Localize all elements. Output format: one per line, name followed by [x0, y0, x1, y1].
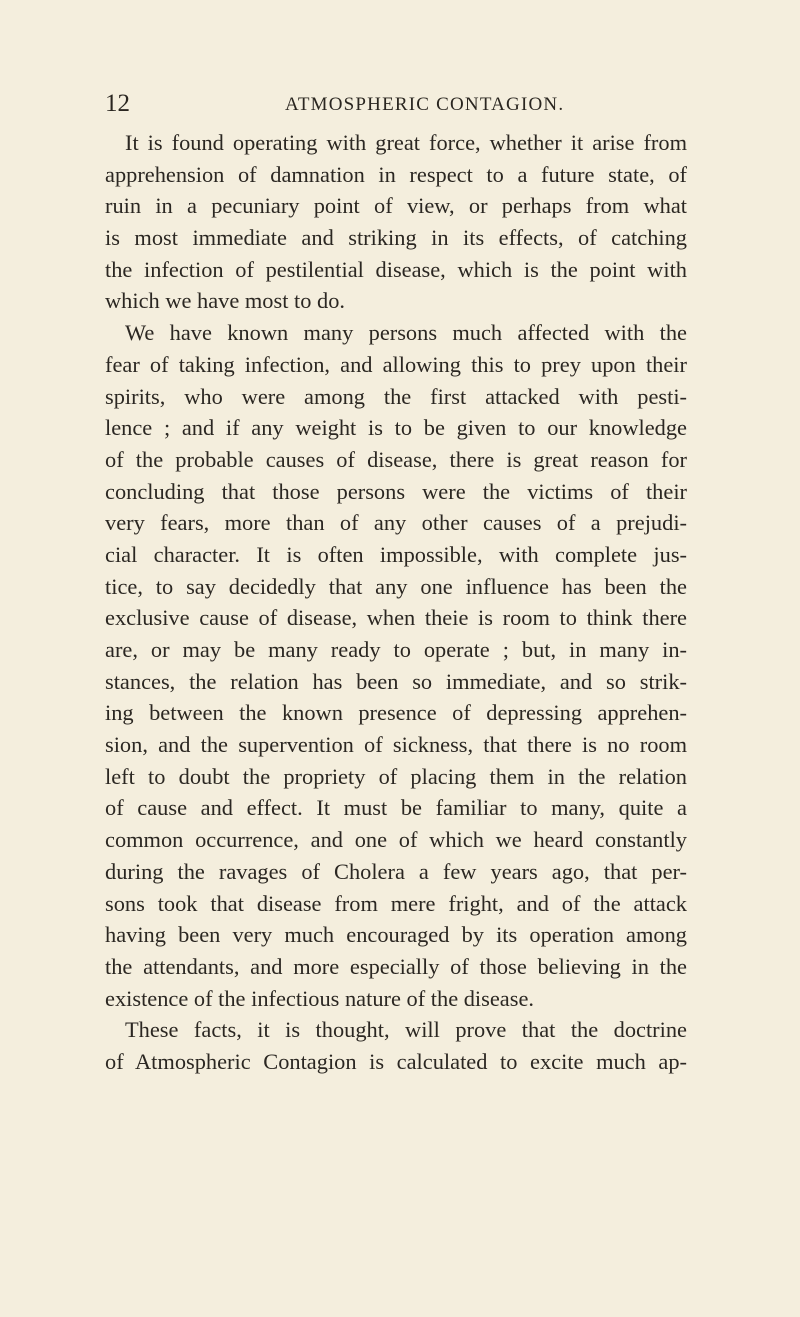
text-line: left to doubt the propriety of placing them in the relation	[105, 763, 687, 789]
text-line: cial character. It is often impossible, with complete jus-	[105, 541, 687, 567]
text-line: is most immediate and striking in its effects, of catching	[105, 225, 687, 251]
text-line: common occurrence, and one of which we heard constantly	[105, 827, 687, 853]
text-line: We have known many persons much affected with the	[125, 320, 687, 346]
text-line: very fears, more than of any other causes of a prejudi-	[105, 510, 687, 536]
text-line: of cause and effect. It must be familiar to many, quite a	[105, 795, 687, 821]
text-line: the infection of pestilential disease, which is the point with	[105, 256, 687, 282]
text-line: lence ; and if any weight is to be given to our knowledge	[105, 415, 687, 441]
text-line: during the ravages of Cholera a few years ago, that per-	[105, 858, 687, 884]
running-head: ATMOSPHERIC CONTAGION.	[285, 94, 565, 115]
text-line: tice, to say decidedly that any one influence has been the	[105, 573, 687, 599]
text-line: sion, and the supervention of sickness, that there is no room	[105, 732, 687, 758]
body-text	[105, 127, 687, 1078]
paragraph	[105, 127, 687, 317]
text-line: having been very much encouraged by its operation among	[105, 922, 687, 948]
paragraph	[105, 317, 687, 1014]
text-line: It is found operating with great force, whether it arise from	[125, 130, 687, 155]
text-line: are, or may be many ready to operate ; but, in many in-	[105, 637, 687, 662]
text-line: of the probable causes of disease, there is great reason for	[105, 446, 687, 472]
text-line: ruin in a pecuniary point of view, or perhaps from what	[105, 193, 687, 219]
text-line: of Atmospheric Contagion is calculated to excite much ap-	[105, 1048, 687, 1074]
text-line: stances, the relation has been so immediate, and so strik-	[105, 668, 687, 694]
text-line: fear of taking infection, and allowing this to prey upon their	[105, 351, 687, 377]
text-line: the attendants, and more especially of those believing in the	[105, 953, 687, 979]
paragraph	[105, 1014, 687, 1077]
text-line: apprehension of damnation in respect to a future state, of	[105, 161, 687, 187]
page-number: 12	[105, 90, 130, 117]
text-line: existence of the infectious nature of the disease.	[105, 985, 534, 1011]
page-header	[105, 90, 675, 120]
text-line: ing between the known presence of depressing apprehen-	[105, 700, 687, 726]
text-line: spirits, who were among the first attacked with pesti-	[105, 383, 687, 409]
text-line: These facts, it is thought, will prove that the doctrine	[125, 1017, 687, 1043]
text-line: concluding that those persons were the victims of their	[105, 478, 687, 504]
text-line: sons took that disease from mere fright, and of the attack	[105, 890, 687, 916]
text-line: exclusive cause of disease, when theie is room to think there	[105, 605, 687, 631]
text-line: which we have most to do.	[105, 288, 346, 314]
